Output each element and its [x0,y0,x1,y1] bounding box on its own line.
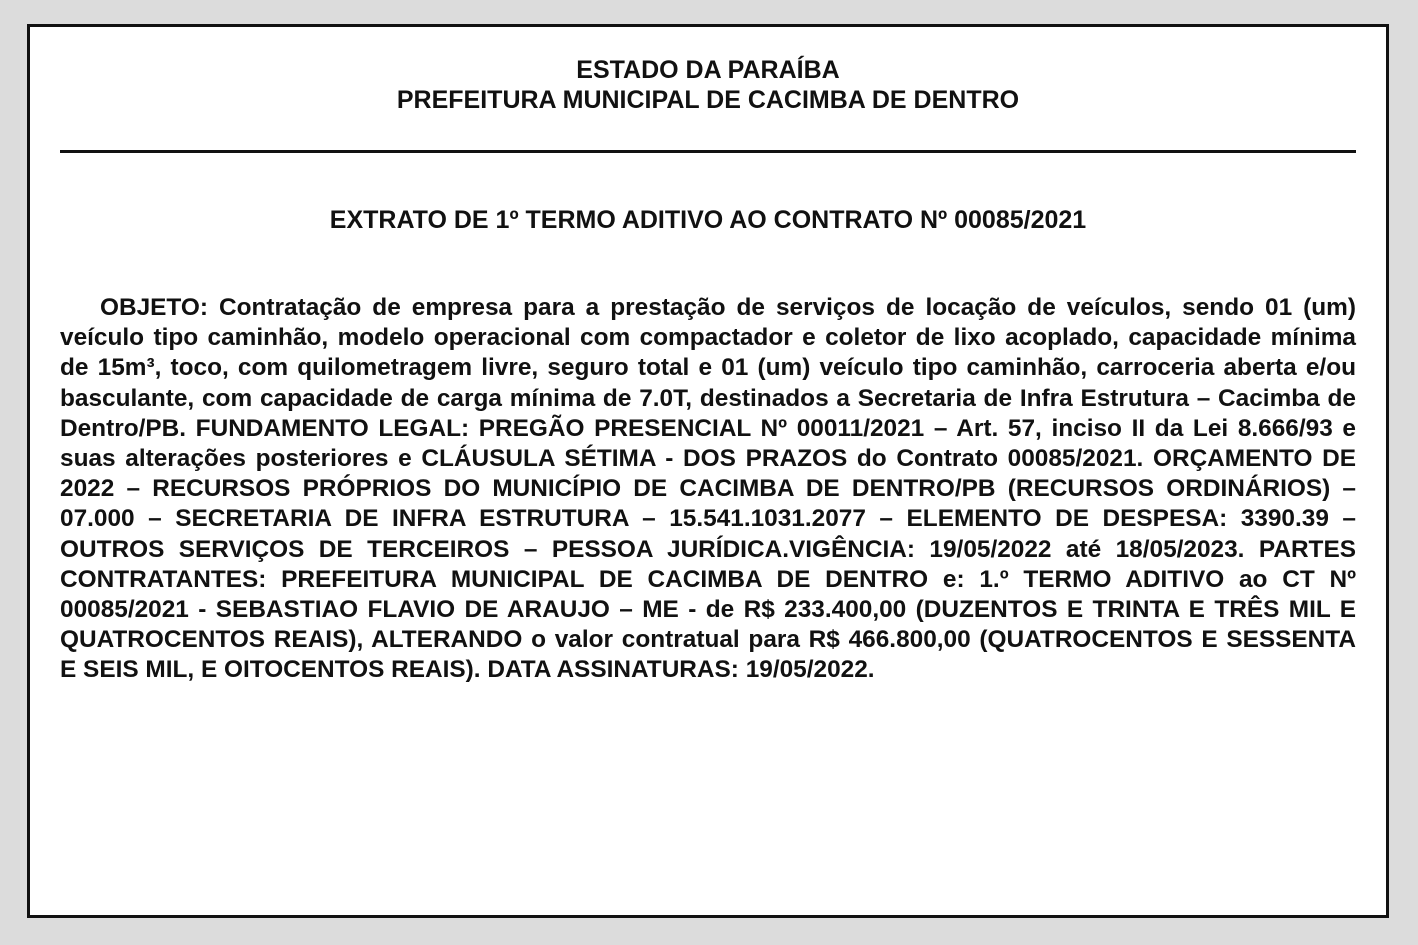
document-title: EXTRATO DE 1º TERMO ADITIVO AO CONTRATO Nº 00085/2021 [329,206,1087,234]
municipality-name: PREFEITURA MUNICIPAL DE CACIMBA DE DENTRO [396,86,1020,114]
official-notice-box [27,24,1389,918]
state-name: ESTADO DA PARAÍBA [576,56,840,84]
header-divider [60,150,1356,153]
notice-header [30,55,1386,115]
document-body: OBJETO: Contratação de empresa para a prestação de serviços de locação de veículos, sendo 01 (um) veículo tipo caminhão, modelo operacional com compactador e coletor de lixo acoplado, capacidade mínima de 15m³, toco, com quilometragem livre, seguro total e 01 (um) veículo tipo caminhão, carroceria aberta e/ou basculante, com capacidade de carga mínima de 7.0T, destinados a Secretaria de Infra Estrutura – Cacimba de Dentro/PB. FUNDAMENTO LEGAL: PREGÃO PRESENCIAL Nº 00011/2021 – Art. 57, inciso II da Lei 8.666/93 e suas alterações posteriores e CLÁUSULA SÉTIMA - DOS PRAZOS do Contrato 00085/2021. ORÇAMENTO DE 2022 – RECURSOS PRÓPRIOS DO MUNICÍPIO DE CACIMBA DE DENTRO/PB (RECURSOS ORDINÁRIOS) – 07.000 – SECRETARIA DE INFRA ESTRUTURA – 15.541.1031.2077 – ELEMENTO DE DESPESA: 3390.39 – OUTROS SERVIÇOS DE TERCEIROS – PESSOA JURÍDICA.VIGÊNCIA: 19/05/2022 até 18/05/2023. PARTES CONTRATANTES: PREFEITURA MUNICIPAL DE CACIMBA DE DENTRO e: 1.º TERMO ADITIVO ao CT Nº 00085/2021 - SEBASTIAO FLAVIO DE ARAUJO – ME - de R$ 233.400,00 (DUZENTOS E TRINTA E TRÊS MIL E QUATROCENTOS REAIS), ALTERANDO o valor contratual para R$ 466.800,00 (QUATROCENTOS E SESSENTA E SEIS MIL, E OITOCENTOS REAIS). DATA ASSINATURAS: 19/05/2022. [60,294,1356,684]
